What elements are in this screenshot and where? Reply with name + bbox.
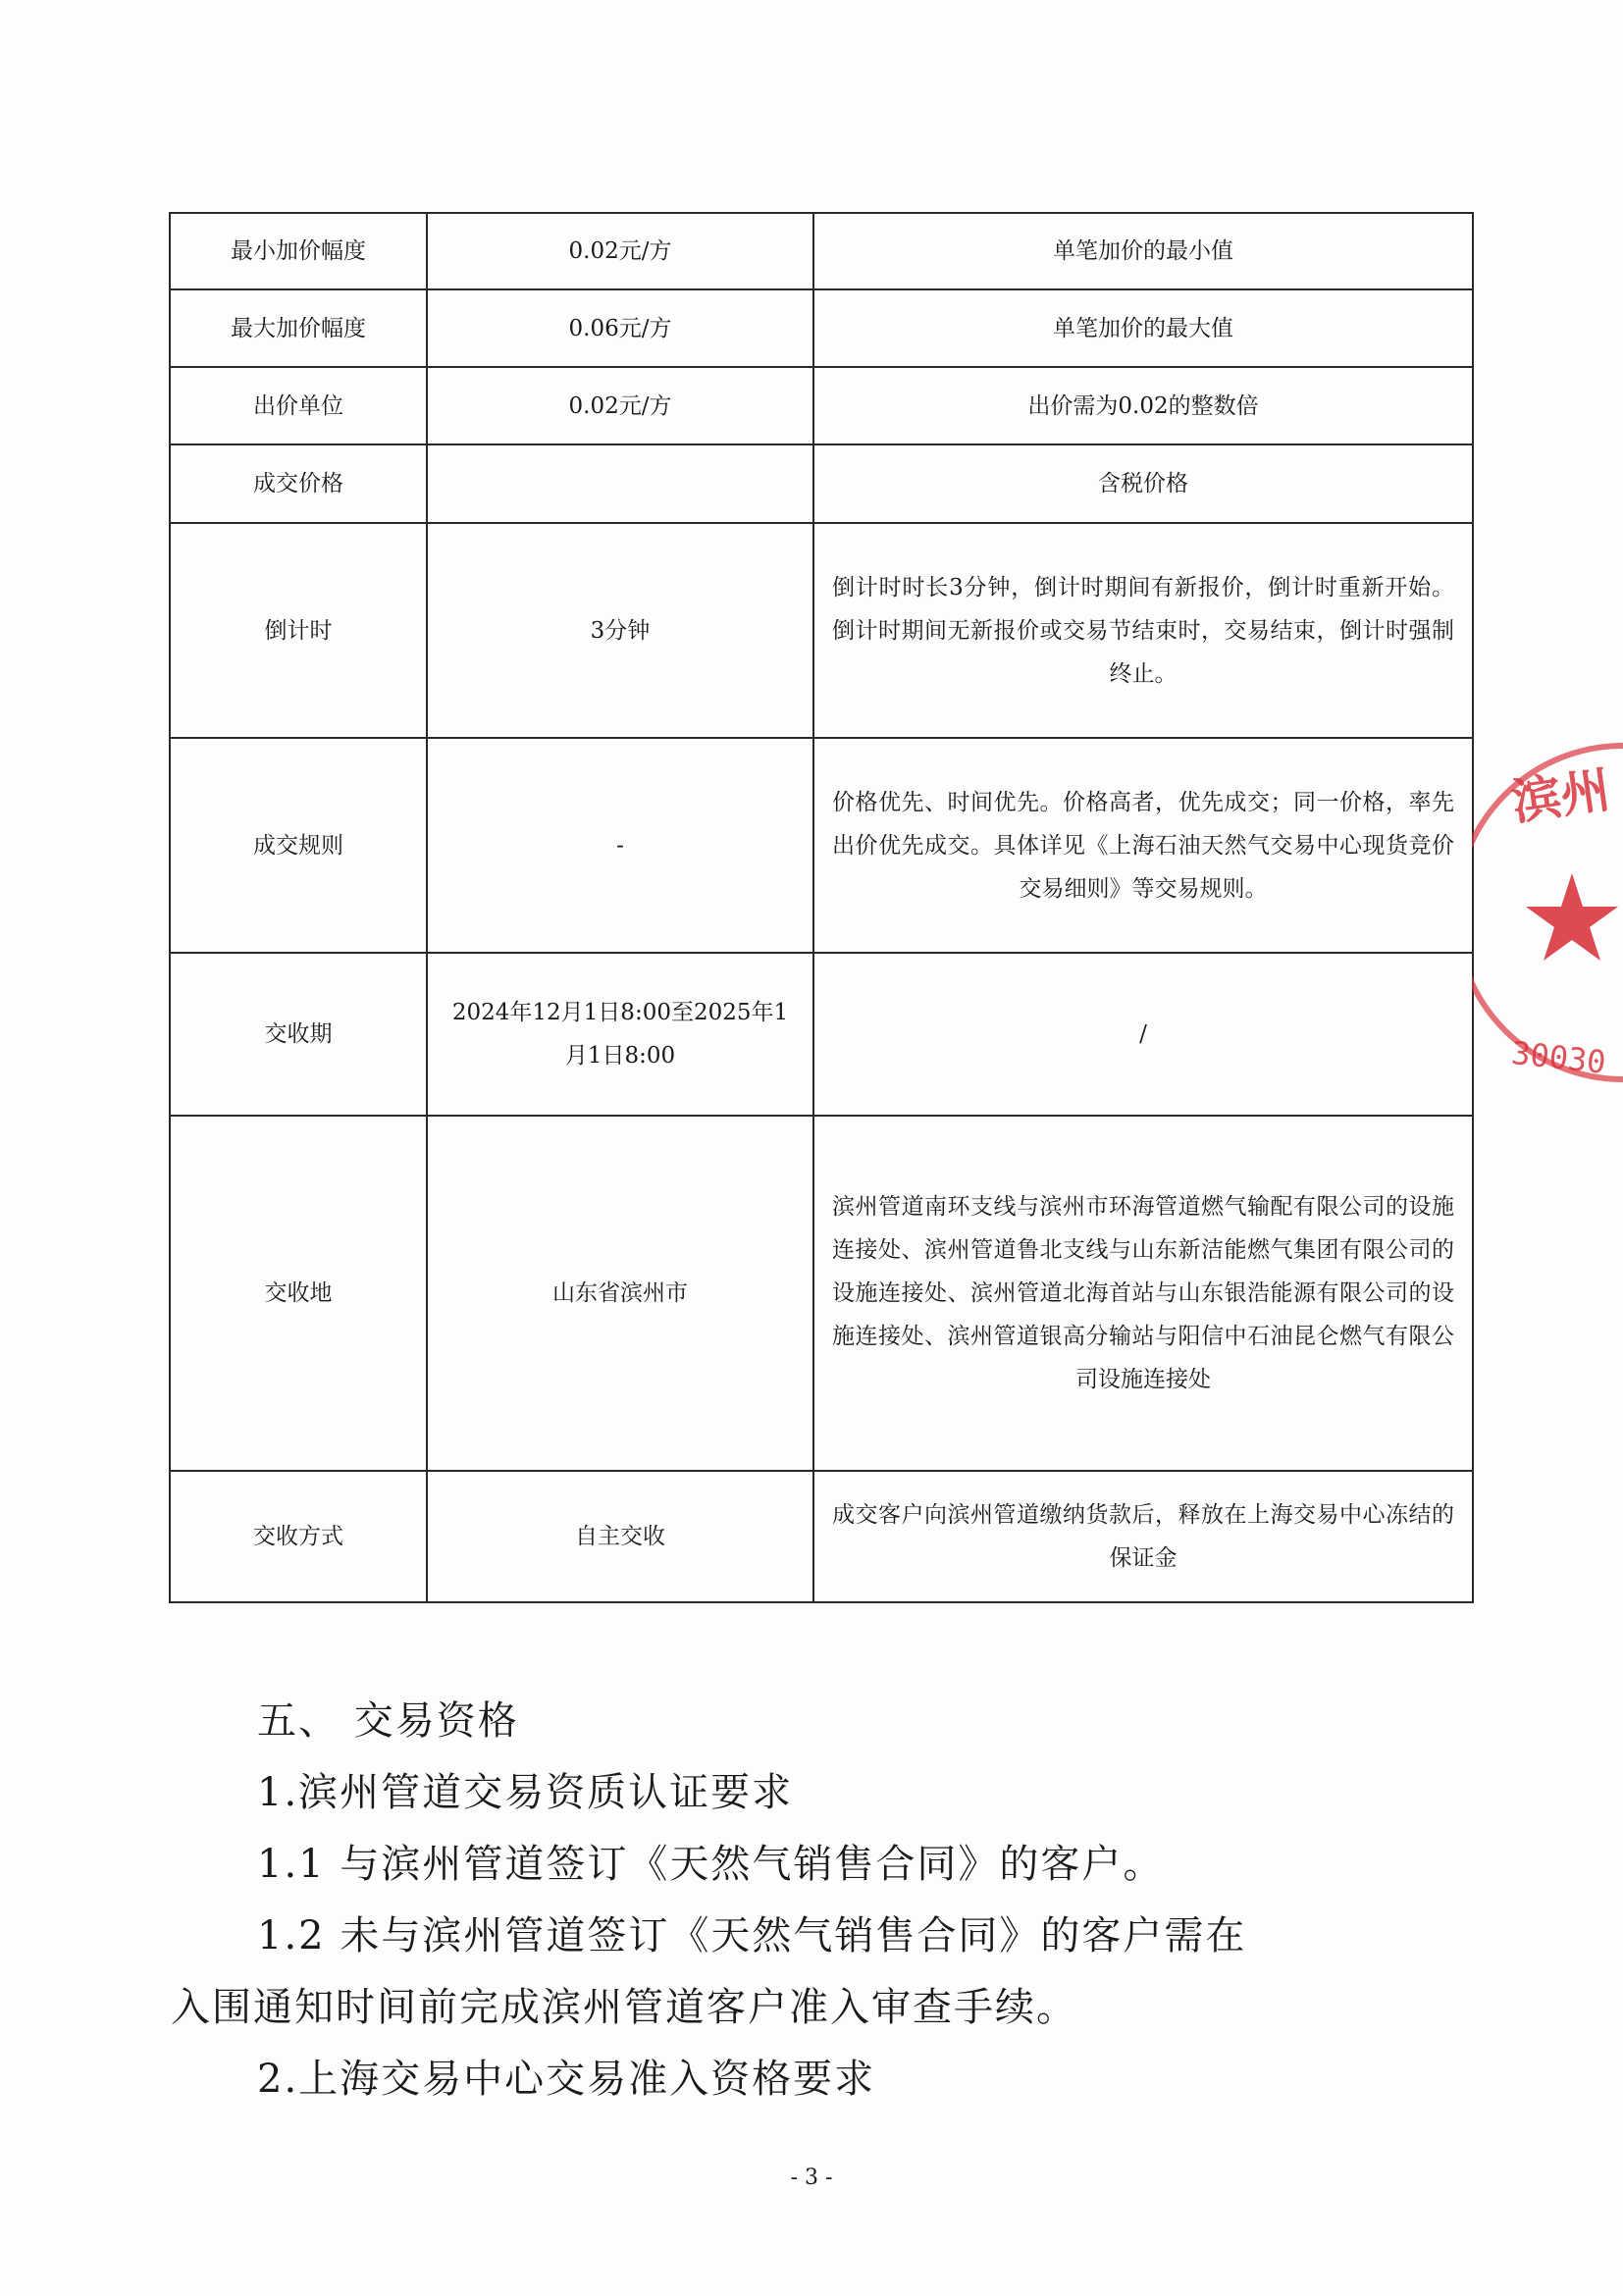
- section-heading: 五、 交易资格: [257, 1698, 519, 1744]
- section-item-1: 1.滨州管道交易资质认证要求: [257, 1770, 794, 1815]
- table-row: [170, 523, 1473, 738]
- table-row: [170, 1471, 1473, 1602]
- row-note: 滨州管道南环支线与滨州市环海管道燃气输配有限公司的设施连接处、滨州管道鲁北支线与山东新洁能燃气集团有限公司的设施连接处、滨州管道北海首站与山东银浩能源有限公司的设施连接处、滨州管道银高分输站与阳信中石油昆仑燃气有限公司设施连接处: [813, 1116, 1473, 1471]
- row-note: 成交客户向滨州管道缴纳货款后，释放在上海交易中心冻结的保证金: [813, 1471, 1473, 1602]
- row-note: 倒计时时长3分钟，倒计时期间有新报价，倒计时重新开始。倒计时期间无新报价或交易节结束时，交易结束，倒计时强制终止。: [813, 523, 1473, 738]
- row-value: 自主交收: [427, 1471, 813, 1602]
- seal-text-bottom: 30030: [1509, 1033, 1608, 1081]
- row-value: 0.06元/方: [427, 289, 813, 367]
- company-seal-fragment: [1472, 726, 1623, 1099]
- section-item-1-1: 1.1 与滨州管道签订《天然气销售合同》的客户。: [257, 1842, 1165, 1887]
- trading-parameters-table: [169, 212, 1474, 1603]
- row-note: 含税价格: [813, 444, 1473, 523]
- star-icon: [1526, 873, 1618, 961]
- row-note: /: [813, 953, 1473, 1116]
- row-label: 交收方式: [170, 1471, 427, 1602]
- row-label: 倒计时: [170, 523, 427, 738]
- table-row: [170, 953, 1473, 1116]
- table-row: [170, 213, 1473, 289]
- row-note: 出价需为0.02的整数倍: [813, 367, 1473, 444]
- row-note: 单笔加价的最大值: [813, 289, 1473, 367]
- page-number: - 3 -: [790, 2166, 833, 2190]
- row-note: 价格优先、时间优先。价格高者，优先成交；同一价格，率先出价优先成交。具体详见《上海石油天然气交易中心现货竞价交易细则》等交易规则。: [813, 738, 1473, 953]
- row-note: 单笔加价的最小值: [813, 213, 1473, 289]
- row-label: 成交规则: [170, 738, 427, 953]
- row-label: 交收期: [170, 953, 427, 1116]
- table-row: [170, 444, 1473, 523]
- row-value: 山东省滨州市: [427, 1116, 813, 1471]
- row-value: 0.02元/方: [427, 367, 813, 444]
- row-label: 最小加价幅度: [170, 213, 427, 289]
- section-item-1-2-line2: 入围通知时间前完成滨州管道客户准入审查手续。: [171, 1985, 1077, 2030]
- row-value: 2024年12月1日8:00至2025年1月1日8:00: [427, 953, 813, 1116]
- row-value: 3分钟: [427, 523, 813, 738]
- row-label: 成交价格: [170, 444, 427, 523]
- table-row: [170, 738, 1473, 953]
- table-row: [170, 289, 1473, 367]
- section-body: [171, 1686, 1405, 2115]
- table-row: [170, 367, 1473, 444]
- row-label: 交收地: [170, 1116, 427, 1471]
- row-label: 出价单位: [170, 367, 427, 444]
- seal-text-top: 滨州: [1508, 760, 1614, 832]
- table-row: [170, 1116, 1473, 1471]
- row-value: 0.02元/方: [427, 213, 813, 289]
- section-item-1-2-line1: 1.2 未与滨州管道签订《天然气销售合同》的客户需在: [257, 1913, 1247, 1958]
- row-label: 最大加价幅度: [170, 289, 427, 367]
- section-item-2: 2.上海交易中心交易准入资格要求: [257, 2057, 876, 2102]
- row-value: -: [427, 738, 813, 953]
- row-value: [427, 444, 813, 523]
